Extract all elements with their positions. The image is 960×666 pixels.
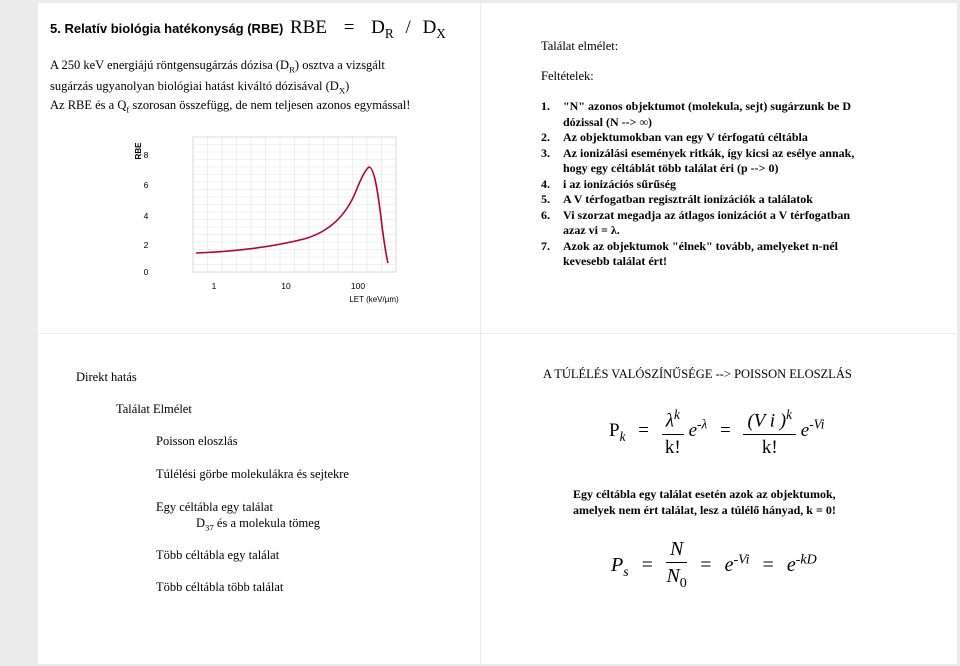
outline-multi-target-multi: Több céltábla több találat <box>156 580 284 594</box>
f1-sup-k: k <box>673 407 680 422</box>
item-text: Az objektumokban van egy V térfogatú céltábla <box>563 130 808 144</box>
f2-n0-n: N <box>666 565 680 587</box>
f1-vi: (V i ) <box>747 410 787 432</box>
slide-subtitle: Feltételek: <box>541 69 594 83</box>
rbe-formula <box>290 17 446 42</box>
conditions-list <box>541 99 854 270</box>
list-item <box>541 192 854 208</box>
item-num: 3. <box>541 145 550 160</box>
item-num: 7. <box>541 238 550 253</box>
item-text: A V térfogatban regisztrált ionizációk a találatok <box>563 192 813 206</box>
item-text: Vi szorzat megadja az átlagos ionizációt a V térfogatban <box>563 207 851 222</box>
slide-hit-theory <box>481 3 957 333</box>
f2-eq1: = <box>641 554 653 577</box>
f1-eq1: = <box>638 420 649 442</box>
poisson-formula <box>609 402 825 461</box>
outline-single-target: Egy céltábla egy találat <box>156 500 273 514</box>
slide-title: Direkt hatás <box>76 370 137 384</box>
d37-sub: 37 <box>205 522 214 533</box>
def-part-d: ) <box>345 78 350 93</box>
f2-sub-s: s <box>623 565 629 581</box>
slide-title: A TÚLÉLÉS VALÓSZÍNŰSÉGE --> POISSON ELOSZLÁS <box>543 367 852 381</box>
outline-survival: Túlélési görbe molekulákra és sejtekre <box>156 467 349 481</box>
f1-lambda: λ <box>665 410 674 432</box>
f1-sub-k: k <box>619 428 626 444</box>
item-text: Azok az objektumok "élnek" tovább, amelyeket n-nél <box>563 238 838 253</box>
y-tick-4: 4 <box>143 211 149 221</box>
f1-e2: e <box>800 420 810 442</box>
note-part-a: Az RBE és a Q <box>50 98 127 112</box>
f2-n0-sub: 0 <box>679 576 687 591</box>
list-item <box>541 130 854 146</box>
slide-heading: 5. Relatív biológia hatékonyság (RBE) <box>50 21 284 36</box>
formula-dx: D <box>422 17 437 38</box>
item-cont: azaz vi = λ. <box>563 223 620 237</box>
def-sub-x: X <box>338 85 346 95</box>
formula-dr: D <box>371 17 385 38</box>
f2-n: N <box>666 536 687 563</box>
x-tick-100: 100 <box>350 281 366 291</box>
list-item <box>541 208 854 224</box>
list-item <box>541 239 854 255</box>
slide-title: Találat elmélet: <box>541 39 619 53</box>
def-sub-r: R <box>289 64 295 75</box>
formula-slash: / <box>405 17 411 38</box>
outline-d37 <box>196 516 320 533</box>
slide-direct-effect <box>38 334 480 664</box>
definition-text <box>50 57 385 98</box>
f2-eq3: = <box>762 554 774 577</box>
f2-frac <box>666 536 687 597</box>
f2-p: P <box>611 554 624 577</box>
list-item <box>541 177 854 193</box>
x-tick-10: 10 <box>281 281 291 291</box>
item-num: 6. <box>541 207 550 222</box>
def-part-a: A 250 keV energiájú röntgensugárzás dózisa (D <box>50 58 290 72</box>
f1-e1: e <box>688 420 698 442</box>
f2-e1: e <box>724 554 734 577</box>
x-tick-1: 1 <box>211 281 217 291</box>
d37-d: D <box>196 516 206 530</box>
formula-lhs: RBE <box>290 17 327 38</box>
formula-dr-sub: R <box>384 25 394 41</box>
f1-exp2: -Vi <box>809 416 825 432</box>
f1-kfact2: k! <box>761 437 778 459</box>
y-tick-6: 6 <box>143 180 149 190</box>
slide-rbe <box>38 3 480 333</box>
outline-poisson: Poisson eloszlás <box>156 434 238 448</box>
def-part-b: ) osztva a vizsgált <box>294 58 385 72</box>
formula-eq: = <box>343 17 355 38</box>
note-part-b: szorosan összefügg, de nem teljesen azonos egymással! <box>129 98 411 112</box>
outline-multi-target-single: Több céltábla egy találat <box>156 548 280 562</box>
f2-exp1: -Vi <box>733 552 750 568</box>
item-num: 5. <box>541 192 550 206</box>
f1-frac1 <box>662 402 684 461</box>
item-cont: dózissal (N --> ∞) <box>563 114 653 129</box>
survival-formula <box>611 536 817 597</box>
item-text: i az ionizációs sűrűség <box>563 176 676 191</box>
item-text: "N" azonos objektumot (molekula, sejt) sugárzunk be D <box>563 99 851 113</box>
list-item <box>541 146 854 162</box>
note-sub-f: f <box>126 104 130 115</box>
f2-eq2: = <box>700 554 712 577</box>
f1-frac2-top <box>743 402 796 435</box>
f2-n0 <box>666 563 687 597</box>
f1-p: P <box>609 420 620 442</box>
y-tick-0: 0 <box>143 267 149 277</box>
item-cont: kevesebb találat ért! <box>563 254 667 268</box>
list-item <box>541 99 854 115</box>
y-tick-8: 8 <box>143 150 149 160</box>
item-num: 4. <box>541 176 550 191</box>
x-axis-label: LET (keV/µm) <box>349 295 399 304</box>
item-cont: hogy egy céltáblát több találat éri (p --> 0) <box>563 161 779 175</box>
rbe-let-chart <box>124 131 404 306</box>
rbe-qf-note <box>50 98 410 115</box>
f2-e2: e <box>786 554 796 577</box>
survival-explanation <box>573 486 836 518</box>
item-num: 2. <box>541 130 550 144</box>
f1-frac1-top <box>662 402 684 435</box>
y-axis-label: RBE <box>134 142 143 160</box>
outline-hit-theory: Találat Elmélet <box>116 402 192 416</box>
f1-sup-k2: k <box>786 407 793 422</box>
slide-poisson <box>481 334 957 664</box>
f1-exp1: -λ <box>697 416 708 432</box>
d37-text: és a molekula tömeg <box>216 516 321 530</box>
f1-frac2 <box>743 402 796 461</box>
item-num: 1. <box>541 99 550 113</box>
formula-dx-sub: X <box>436 25 446 41</box>
item-text: Az ionizálási események ritkák, így kicsi az esélye annak, <box>563 145 855 160</box>
f1-kfact: k! <box>664 437 681 459</box>
f2-exp2: -kD <box>795 552 817 568</box>
explanation-line2: amelyek nem ért találat, lesz a túlélő hányad, k = 0! <box>573 503 836 517</box>
y-tick-2: 2 <box>143 240 149 250</box>
explanation-line1: Egy céltábla egy találat esetén azok az objektumok, <box>573 487 836 501</box>
def-part-c: sugárzás ugyanolyan biológiai hatást kiváltó dózisával (D <box>50 78 339 93</box>
f1-eq2: = <box>719 420 731 442</box>
